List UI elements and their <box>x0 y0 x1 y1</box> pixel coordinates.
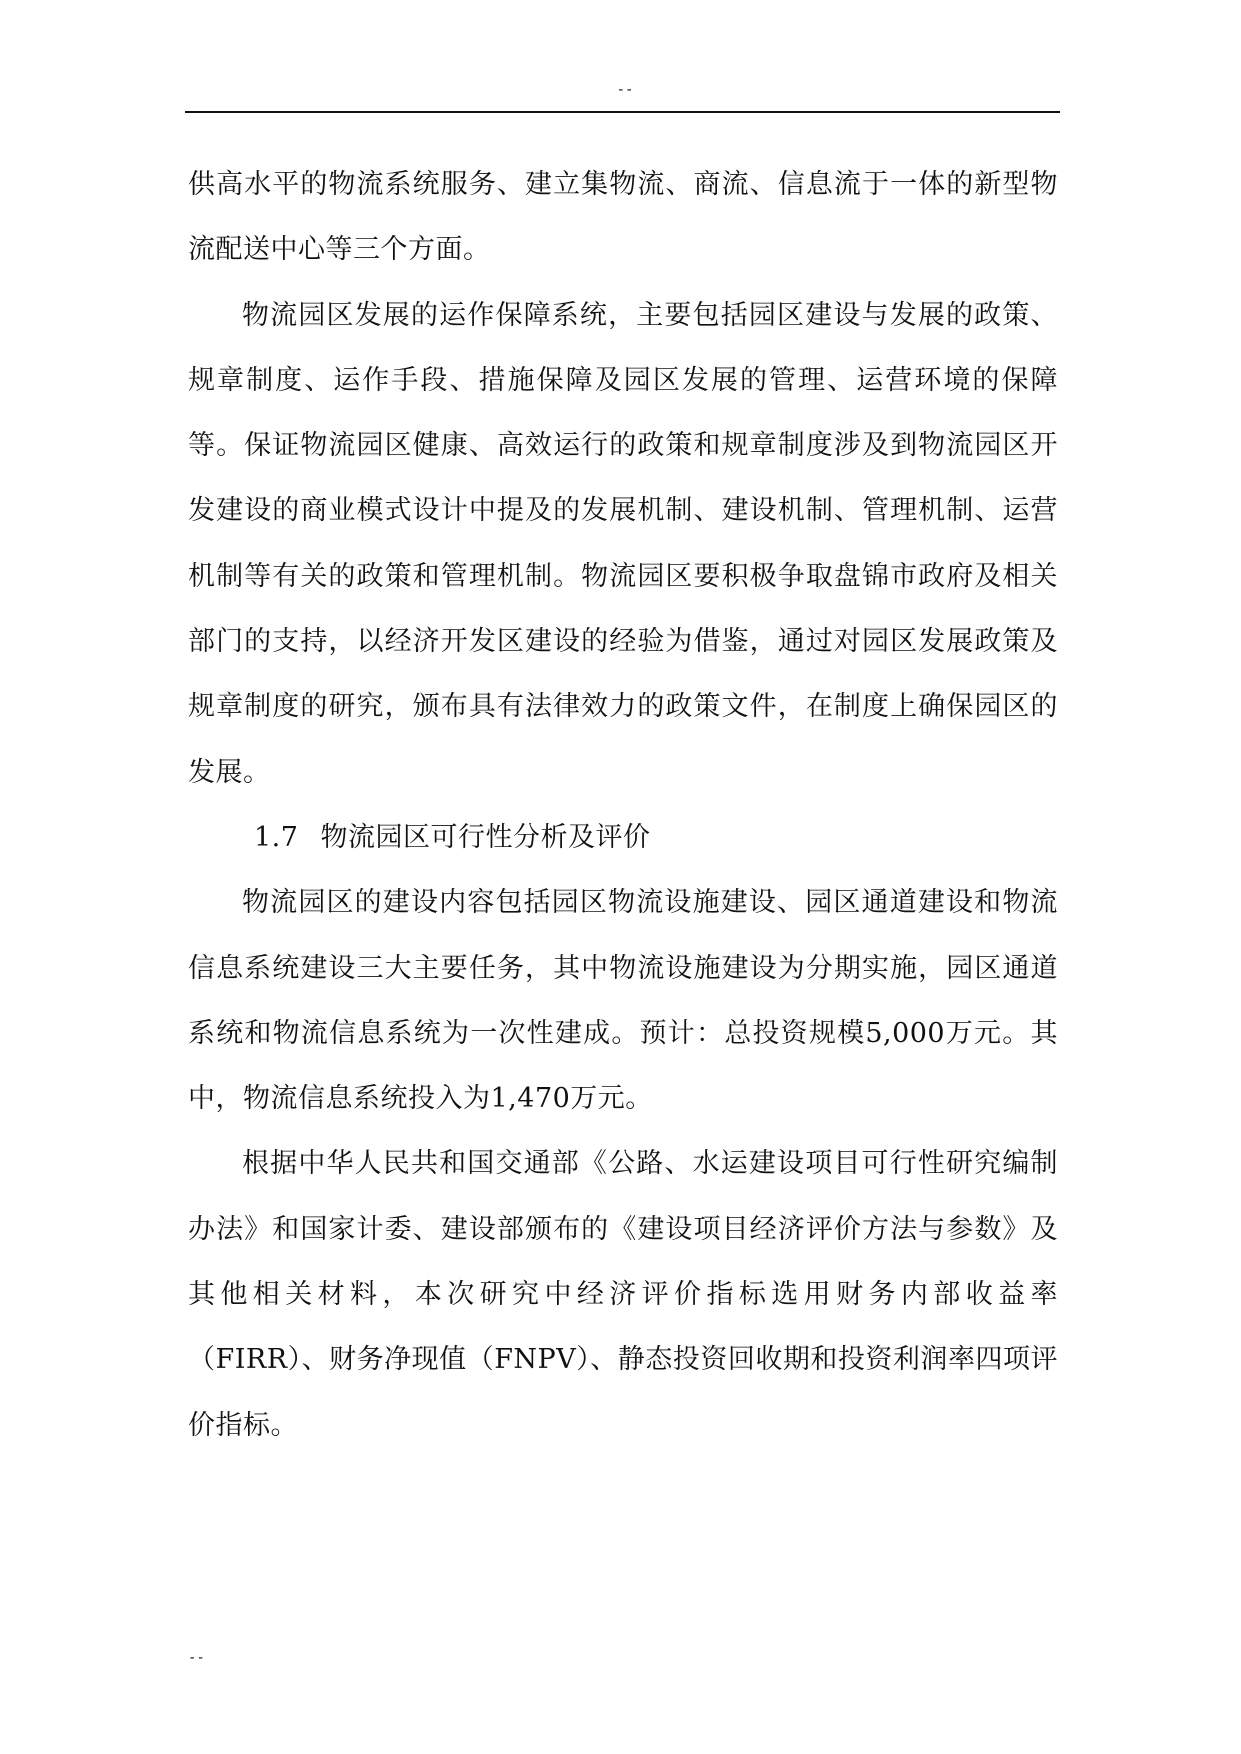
page-footer-mark: -- <box>188 1650 205 1666</box>
section-title: 物流园区可行性分析及评价 <box>320 821 651 853</box>
header-divider <box>185 111 1060 113</box>
document-body <box>188 152 1058 1458</box>
page-header-mark: -- <box>616 82 634 98</box>
paragraph-continuation: 供高水平的物流系统服务、建立集物流、商流、信息流于一体的新型物流配送中心等三个方面。 <box>188 169 1058 266</box>
section-heading <box>188 805 1058 870</box>
paragraph-operation-guarantee: 物流园区发展的运作保障系统，主要包括园区建设与发展的政策、规章制度、运作手段、措施保障及园区发展的管理、运营环境的保障等。保证物流园区健康、高效运行的政策和规章制度涉及到物流园区开发建设的商业模式设计中提及的发展机制、建设机制、管理机制、运营机制等有关的政策和管理机制。物流园区要积极争取盘锦市政府及相关部门的支持，以经济开发区建设的经验为借鉴，通过对园区发展政策及规章制度的研究，颁布具有法律效力的政策文件，在制度上确保园区的发展。 <box>188 299 1058 788</box>
paragraph-evaluation-basis: 根据中华人民共和国交通部《公路、水运建设项目可行性研究编制办法》和国家计委、建设部颁布的《建设项目经济评价方法与参数》及其他相关材料，本次研究中经济评价指标选用财务内部收益率（FIRR）、财务净现值（FNPV）、静态投资回收期和投资利润率四项评价指标。 <box>188 1148 1058 1441</box>
paragraph-construction-content: 物流园区的建设内容包括园区物流设施建设、园区通道建设和物流信息系统建设三大主要任务，其中物流设施建设为分期实施，园区通道系统和物流信息系统为一次性建成。预计：总投资规模5,000万元。其中，物流信息系统投入为1,470万元。 <box>188 887 1058 1115</box>
section-number: 1.7 <box>254 821 299 853</box>
